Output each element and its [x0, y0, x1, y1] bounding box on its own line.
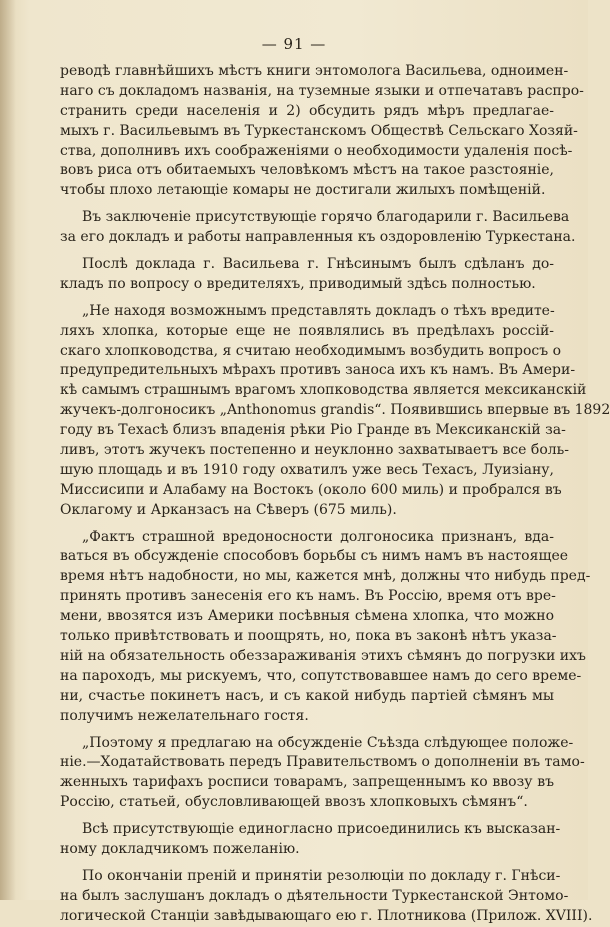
text-line: ваться въ обсужденіе способовъ борьбы съ нимъ намъ въ настоящее — [60, 548, 569, 565]
paragraph — [60, 208, 576, 248]
text-line: Въ заключеніе присутствующіе горячо благодарили г. Васильева — [82, 209, 570, 226]
paragraph — [60, 867, 593, 927]
text-line: на былъ заслушанъ докладъ о дѣятельности Туркестанской Энтомо- — [60, 887, 569, 904]
text-line: кладъ по вопросу о вредителяхъ, приводимый здѣсь полностью. — [60, 275, 536, 292]
text-line: „Фактъ страшной вредоносности долгоносика признанъ, вда- — [82, 528, 554, 545]
text-line: получимъ нежелательнаго гостя. — [60, 707, 309, 724]
text-line: мени, ввозятся изъ Америки посѣвныя сѣмена хлопка, что можно — [60, 608, 554, 625]
paragraph-gap — [60, 860, 554, 867]
text-line: кѣ самымъ страшнымъ врагомъ хлопководства является мексиканскій — [60, 382, 587, 399]
paragraph-gap — [60, 295, 554, 302]
text-line: шую площадь и въ 1910 году охватилъ уже весь Техасъ, Луизіану, — [60, 461, 554, 478]
text-line: жучекъ-долгоносикъ „Anthonomus grandis“. Появившись впервые въ 1892 — [60, 402, 610, 419]
text-line: году въ Техасѣ близъ впаденія рѣки Ріо Гранде въ Мексиканскій за- — [60, 422, 566, 439]
text-line: принять противъ занесенія его къ намъ. Въ Россію, время отъ вре- — [60, 588, 556, 605]
text-line: на пароходъ, мы рискуемъ, что, сопутствовавшее намъ до сего време- — [60, 667, 582, 684]
page-number: — 91 — — [261, 35, 327, 53]
text-line: Оклагому и Арканзасъ на Сѣверъ (675 миль). — [60, 501, 397, 518]
text-line: По окончаніи преній и принятіи резолюціи по докладу г. Гнѣси- — [82, 867, 561, 884]
text-line: ства, дополнивъ ихъ соображеніями о необходимости удаленія посѣ- — [60, 142, 573, 159]
paragraph — [60, 528, 591, 727]
text-line: женныхъ тарифахъ росписи товарамъ, запрещеннымъ ко ввозу въ — [60, 774, 554, 791]
text-line: Послѣ доклада г. Васильева г. Гнѣсинымъ былъ сдѣланъ до- — [82, 256, 554, 273]
paragraph — [60, 734, 585, 814]
paragraph-gap — [60, 813, 554, 820]
text-line: предупредительныхъ мѣрахъ противъ заноса ихъ къ намъ. Въ Амери- — [60, 362, 576, 379]
text-line: реводѣ главнѣйшихъ мѣстъ книги энтомолога Васильева, одноимен- — [60, 63, 569, 79]
text-line: „Не находя возможнымъ представлять докладъ о тѣхъ вредите- — [82, 302, 555, 319]
page-body-text — [60, 62, 610, 927]
text-line: ній на обязательность обеззараживанія этихъ сѣмянъ до погрузки ихъ — [60, 647, 586, 664]
text-line: чтобы плохо летающіе комары не достигали жилыхъ помѣщеній. — [60, 182, 546, 199]
text-line: ному докладчикомъ пожеланію. — [60, 840, 300, 857]
paragraph-gap — [60, 727, 554, 734]
text-line: вовъ риса отъ обитаемыхъ человѣкомъ мѣстъ на такое разстояніе, — [60, 162, 554, 179]
paragraph — [60, 62, 584, 201]
text-line: мыхъ г. Васильевымъ въ Туркестанскомъ Обществѣ Сельскаго Хозяй- — [60, 122, 578, 139]
text-line: Россію, статьей, обусловливающей ввозъ хлопковыхъ сѣмянъ“. — [60, 794, 528, 811]
paragraph-gap — [60, 521, 554, 528]
page-gutter-shadow — [0, 0, 16, 900]
paragraph — [60, 302, 610, 521]
text-line: ливъ, этотъ жучекъ постепенно и неуклонно захватываетъ все боль- — [60, 442, 570, 459]
text-line: скаго хлопководства, я считаю необходимымъ возбудить вопросъ о — [60, 342, 562, 359]
paragraph — [60, 820, 561, 860]
text-line: ніе.—Ходатайствовать передъ Правительствомъ о дополненіи въ тамо- — [60, 754, 585, 771]
text-line: „Поэтому я предлагаю на обсужденіе Съѣзда слѣдующее положе- — [82, 734, 574, 751]
text-line: логической Станціи завѣдывающаго ею г. Плотникова (Прилож. XVIII). — [60, 907, 593, 924]
text-line: ляхъ хлопка, которые еще не появлялись въ предѣлахъ россій- — [60, 322, 554, 339]
paragraph-gap — [60, 201, 554, 208]
text-line: за его докладъ и работы направленныя къ оздоровленію Туркестана. — [60, 229, 576, 246]
text-line: время нѣтъ надобности, но мы, кажется мнѣ, должны что нибудь пред- — [60, 568, 591, 585]
text-line: ни, счастье покинетъ насъ, и съ какой нибудь партіей сѣмянъ мы — [60, 687, 554, 704]
text-line: странить среди населенія и 2) обсудить рядъ мѣръ предлагае- — [60, 102, 554, 119]
paragraph — [60, 255, 554, 295]
paragraph-gap — [60, 248, 554, 255]
text-line: наго съ докладомъ названія, на туземные языки и отпечатавъ распро- — [60, 82, 584, 99]
text-line: Миссисипи и Алабаму на Востокъ (около 600 миль) и пробрался въ — [60, 481, 562, 498]
text-line: только привѣтствовать и поощрять, но, пока въ законѣ нѣтъ указа- — [60, 628, 557, 645]
text-line: Всѣ присутствующіе единогласно присоединились къ высказан- — [82, 821, 561, 838]
